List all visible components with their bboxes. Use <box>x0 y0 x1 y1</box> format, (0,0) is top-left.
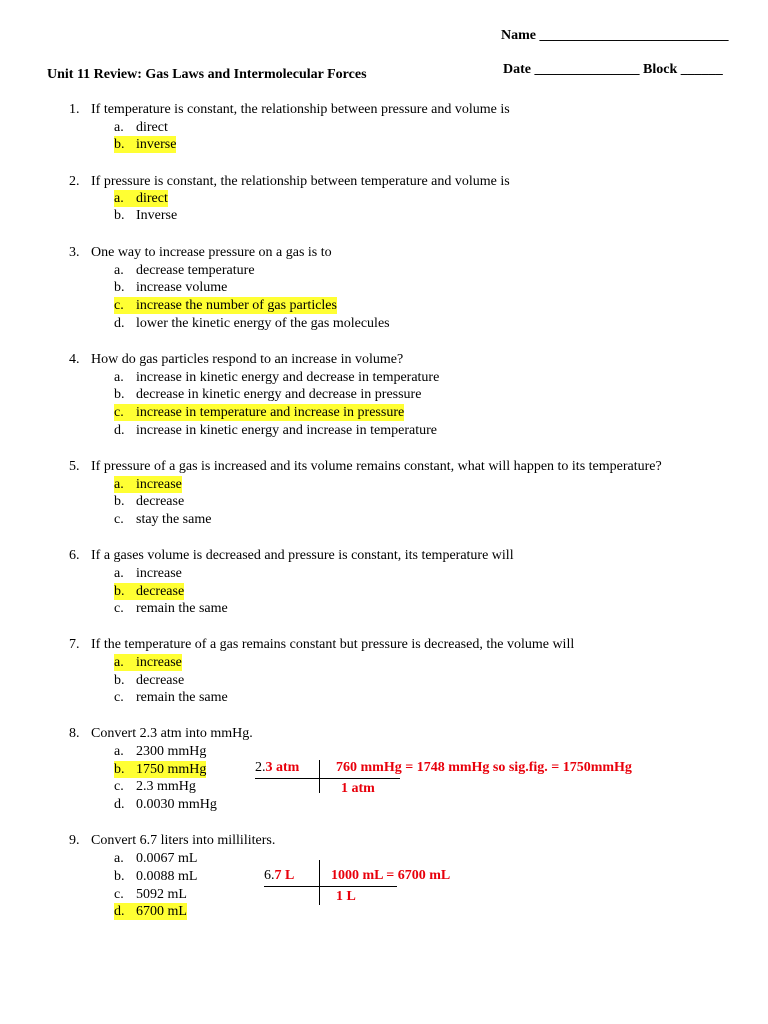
option-7c: c. remain the same <box>114 690 228 705</box>
question-7 <box>69 636 574 653</box>
q9-given <box>264 867 294 884</box>
question-number: 3. <box>69 245 80 260</box>
question-8 <box>69 725 253 742</box>
question-4 <box>69 351 403 368</box>
option-9d-answer: d. 6700 mL <box>114 904 187 919</box>
question-9 <box>69 832 275 849</box>
option-6b-answer: b. decrease <box>114 584 185 599</box>
option-8d: d. 0.0030 mmHg <box>114 797 217 812</box>
date-blank: _______________ <box>534 62 640 77</box>
block-label: Block <box>643 62 678 77</box>
option-4c-answer: c. increase in temperature and increase in pressure <box>114 405 405 420</box>
question-text: One way to increase pressure on a gas is to <box>91 245 332 260</box>
question-text: If temperature is constant, the relationship between pressure and volume is <box>91 102 510 117</box>
question-number: 4. <box>69 352 80 367</box>
q9-numerator: 1000 mL = 6700 mL <box>331 868 451 883</box>
q9-given-prefix: 6. <box>264 868 275 883</box>
q8-given-suffix: 3 atm <box>265 760 300 775</box>
date-label: Date <box>503 62 531 77</box>
q8-denominator: 1 atm <box>341 781 375 796</box>
q9-denominator: 1 L <box>336 889 356 904</box>
option-1b-answer: b. inverse <box>114 137 177 152</box>
option-8c: c. 2.3 mmHg <box>114 779 196 794</box>
name-blank: ___________________________ <box>539 28 729 43</box>
question-5 <box>69 458 662 475</box>
page-title: Unit 11 Review: Gas Laws and Intermolecular Forces <box>47 67 367 82</box>
question-6 <box>69 547 514 564</box>
option-2b: b. Inverse <box>114 208 178 223</box>
q8-given <box>255 759 299 776</box>
option-3d: d. lower the kinetic energy of the gas molecules <box>114 316 390 331</box>
q9-given-suffix: 7 L <box>274 868 295 883</box>
option-2a-answer: a. direct <box>114 191 168 206</box>
q8-given-prefix: 2. <box>255 760 266 775</box>
question-text: How do gas particles respond to an increase in volume? <box>91 352 404 367</box>
option-9c: c. 5092 mL <box>114 887 187 902</box>
question-text: Convert 2.3 atm into mmHg. <box>91 726 253 741</box>
option-1a: a. direct <box>114 120 168 135</box>
date-block-field <box>503 61 723 78</box>
question-number: 5. <box>69 459 80 474</box>
option-7b: b. decrease <box>114 673 185 688</box>
question-text: If pressure is constant, the relationship between temperature and volume is <box>91 174 510 189</box>
option-3c-answer: c. increase the number of gas particles <box>114 298 337 313</box>
question-number: 6. <box>69 548 80 563</box>
option-6a: a. increase <box>114 566 182 581</box>
option-4a: a. increase in kinetic energy and decrease in temperature <box>114 370 440 385</box>
option-5a-answer: a. increase <box>114 477 182 492</box>
name-field <box>501 27 729 44</box>
option-8b-answer: b. 1750 mmHg <box>114 762 207 777</box>
q8-numerator: 760 mmHg = 1748 mmHg so sig.fig. = 1750mmHg <box>336 760 632 775</box>
option-8a: a. 2300 mmHg <box>114 744 207 759</box>
option-9b: b. 0.0088 mL <box>114 869 198 884</box>
option-4b: b. decrease in kinetic energy and decrease in pressure <box>114 387 422 402</box>
option-9a: a. 0.0067 mL <box>114 851 198 866</box>
option-3a: a. decrease temperature <box>114 263 255 278</box>
option-4d: d. increase in kinetic energy and increase in temperature <box>114 423 437 438</box>
question-text: If the temperature of a gas remains constant but pressure is decreased, the volume will <box>91 637 575 652</box>
option-7a-answer: a. increase <box>114 655 182 670</box>
question-number: 9. <box>69 833 80 848</box>
question-number: 2. <box>69 174 80 189</box>
question-3 <box>69 244 332 261</box>
question-number: 1. <box>69 102 80 117</box>
q9-vertical-divider <box>319 860 320 905</box>
question-2 <box>69 173 510 190</box>
question-text: If pressure of a gas is increased and its volume remains constant, what will happen to its temperature? <box>91 459 662 474</box>
option-3b: b. increase volume <box>114 280 228 295</box>
name-label: Name <box>501 28 536 43</box>
q9-fraction-bar <box>264 886 397 887</box>
q8-vertical-divider <box>319 760 320 793</box>
question-1 <box>69 101 510 118</box>
block-blank: ______ <box>680 62 723 77</box>
option-5c: c. stay the same <box>114 512 212 527</box>
question-number: 7. <box>69 637 80 652</box>
question-text: Convert 6.7 liters into milliliters. <box>91 833 276 848</box>
option-5b: b. decrease <box>114 494 185 509</box>
question-number: 8. <box>69 726 80 741</box>
option-6c: c. remain the same <box>114 601 228 616</box>
q8-fraction-bar <box>255 778 400 779</box>
question-text: If a gases volume is decreased and pressure is constant, its temperature will <box>91 548 514 563</box>
